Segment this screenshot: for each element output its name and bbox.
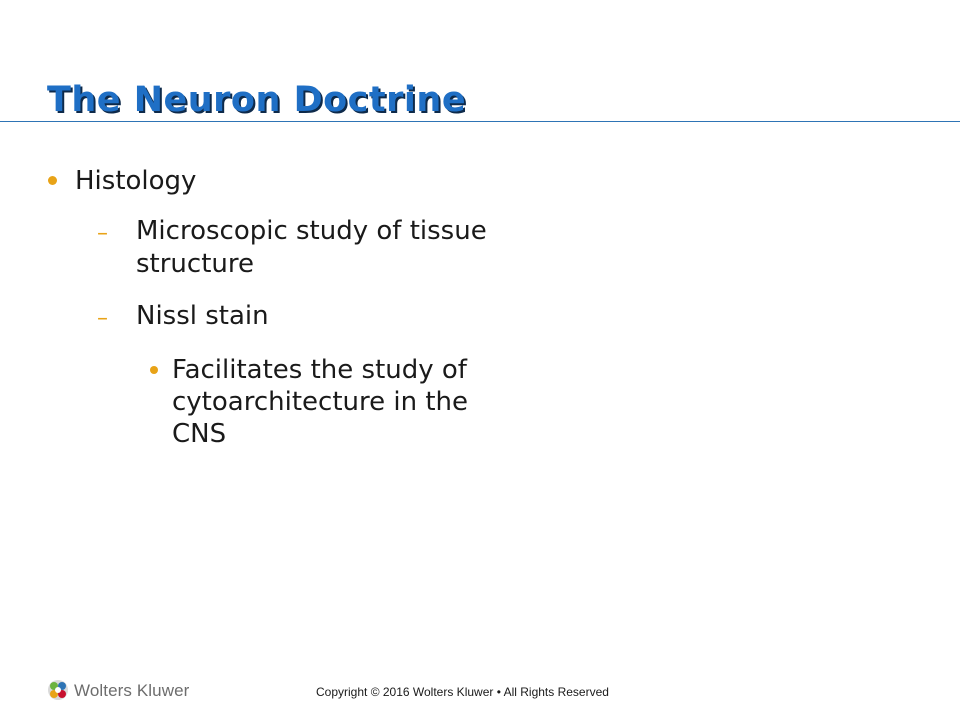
- bullet-text-facilitates-cont-1: cytoarchitecture in the: [172, 387, 469, 417]
- dash-icon: –: [97, 221, 108, 246]
- bullet-text-nissl: Nissl stain: [136, 301, 269, 331]
- bullet-text-facilitates-cont-2: CNS: [172, 419, 227, 449]
- footer-copyright: Copyright © 2016 Wolters Kluwer • All Rights Reserved: [316, 685, 609, 699]
- slide-title: The Neuron Doctrine: [47, 80, 467, 120]
- bullet-text-histology: Histology: [75, 166, 197, 196]
- title-divider: [0, 121, 960, 122]
- wolters-kluwer-logo-icon: [47, 679, 69, 701]
- bullet-text-facilitates: Facilitates the study of: [172, 355, 467, 385]
- bullet-dot: [150, 366, 158, 374]
- dash-icon: –: [97, 306, 108, 331]
- footer-brand: Wolters Kluwer: [74, 681, 190, 700]
- bullet-text-microscopic: Microscopic study of tissue: [136, 216, 487, 246]
- bullet-text-microscopic-cont: structure: [136, 249, 254, 279]
- bullet-dot: [48, 176, 57, 185]
